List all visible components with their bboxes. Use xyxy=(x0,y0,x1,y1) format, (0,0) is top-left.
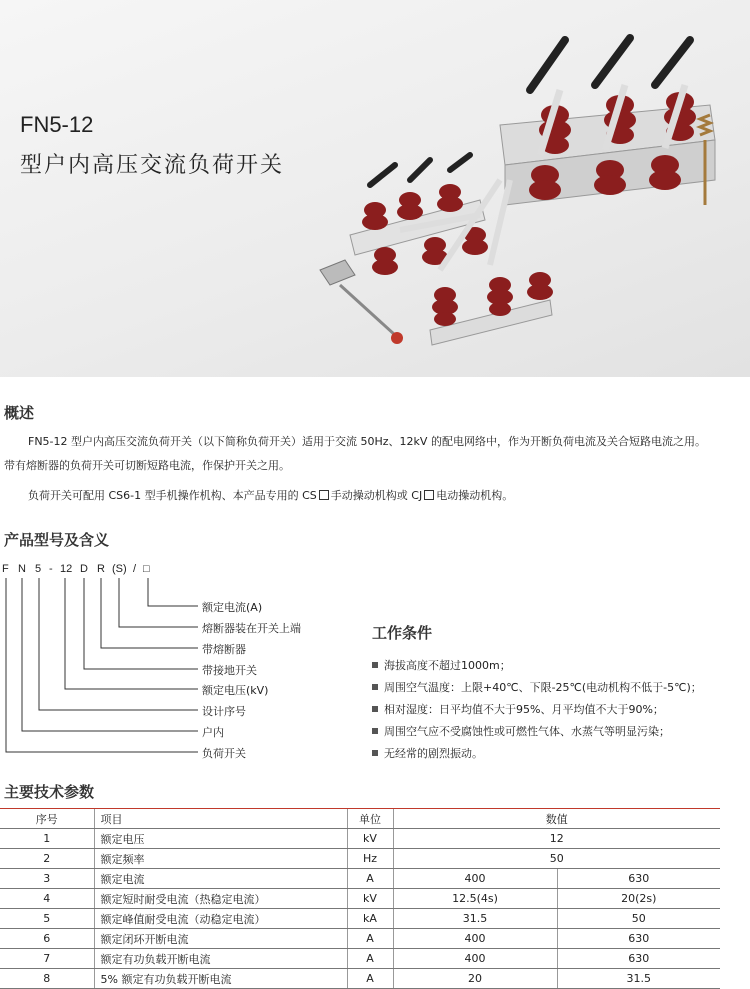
table-row xyxy=(0,949,720,969)
cell: 400 xyxy=(393,869,557,889)
condition-item: 海拔高度不超过1000m； xyxy=(372,657,511,673)
code-char: 12 xyxy=(60,563,73,575)
cell: A xyxy=(347,969,393,989)
condition-item: 周围空气温度：上限+40℃、下限-25℃(电动机构不低于-5℃)； xyxy=(372,679,702,695)
overview-line-2: 带有熔断器的负荷开关可切断短路电流，作保护开关之用。 xyxy=(4,459,290,472)
code-char: / xyxy=(133,563,137,575)
cell: 20 xyxy=(393,969,557,989)
cell: kA xyxy=(347,909,393,929)
condition-item: 无经常的剧烈振动。 xyxy=(372,745,483,761)
product-name: 型户内高压交流负荷开关 xyxy=(20,153,285,178)
model-meaning-title: 产品型号及含义 xyxy=(4,531,110,549)
params-title: 主要技术参数 xyxy=(4,783,95,801)
params-table xyxy=(0,808,720,989)
condition-item: 相对湿度：日平均值不大于95%、月平均值不大于90%； xyxy=(372,701,664,717)
overview-line-3a: 负荷开关可配用 CS6-1 型手机操作机构、本产品专用的 CS xyxy=(28,489,317,502)
cell: 400 xyxy=(393,949,557,969)
cell: 5% 额定有功负载开断电流 xyxy=(94,969,347,989)
header-unit: 单位 xyxy=(347,809,393,829)
code-char: 5 xyxy=(35,563,42,575)
legend-item: 带熔断器 xyxy=(202,643,246,656)
blank-box-icon xyxy=(424,490,434,500)
cell: kV xyxy=(347,889,393,909)
cell: 50 xyxy=(557,909,720,929)
cell: 4 xyxy=(0,889,94,909)
conditions-title: 工作条件 xyxy=(372,624,433,642)
cell: 630 xyxy=(557,869,720,889)
table-row xyxy=(0,909,720,929)
cell: 31.5 xyxy=(393,909,557,929)
cell: kV xyxy=(347,829,393,849)
product-photo xyxy=(300,30,740,360)
cell: 7 xyxy=(0,949,94,969)
cell: 额定峰值耐受电流（动稳定电流） xyxy=(94,909,347,929)
cell: 31.5 xyxy=(557,969,720,989)
table-row xyxy=(0,849,720,869)
table-row xyxy=(0,889,720,909)
cell: 额定闭环开断电流 xyxy=(94,929,347,949)
cell: 额定电流 xyxy=(94,869,347,889)
code-char: □ xyxy=(143,563,150,575)
cell: A xyxy=(347,869,393,889)
legend-item: 熔断器装在开关上端 xyxy=(202,622,301,635)
overview-line-1: FN5-12 型户内高压交流负荷开关（以下简称负荷开关）适用于交流 50Hz、12kV 的配电网络中，作为开断负荷电流及关合短路电流之用。 xyxy=(28,435,706,448)
model-code-tree xyxy=(0,570,205,760)
product-model: FN5-12 xyxy=(20,112,94,137)
overview-line-3b: 手动操动机构或 CJ xyxy=(330,489,423,502)
cell: 50 xyxy=(393,849,720,869)
code-char: D xyxy=(80,563,88,575)
table-row xyxy=(0,929,720,949)
blank-box-icon xyxy=(319,490,329,500)
overview-title: 概述 xyxy=(4,404,35,422)
header-index: 序号 xyxy=(0,809,94,829)
legend-item: 带接地开关 xyxy=(202,664,257,677)
code-char: - xyxy=(49,563,53,575)
condition-item: 周围空气应不受腐蚀性或可燃性气体、水蒸气等明显污染； xyxy=(372,723,670,739)
cell: 12 xyxy=(393,829,720,849)
cell: 1 xyxy=(0,829,94,849)
cell: 630 xyxy=(557,929,720,949)
cell: A xyxy=(347,929,393,949)
legend-item: 户内 xyxy=(202,726,224,739)
cell: Hz xyxy=(347,849,393,869)
legend-item: 额定电压(kV) xyxy=(202,684,269,697)
header-item: 项目 xyxy=(94,809,347,829)
overview-line-3 xyxy=(28,487,513,503)
cell: 2 xyxy=(0,849,94,869)
code-char: (S) xyxy=(112,563,127,575)
cell: 630 xyxy=(557,949,720,969)
table-row xyxy=(0,869,720,889)
table-row xyxy=(0,969,720,989)
code-char: N xyxy=(18,563,26,575)
legend-item: 设计序号 xyxy=(202,705,246,718)
cell: 额定频率 xyxy=(94,849,347,869)
legend-item: 负荷开关 xyxy=(202,747,246,760)
legend-item: 额定电流(A) xyxy=(202,601,263,614)
cell: 20(2s) xyxy=(557,889,720,909)
cell: 12.5(4s) xyxy=(393,889,557,909)
cell: 额定电压 xyxy=(94,829,347,849)
table-row xyxy=(0,829,720,849)
hero-banner xyxy=(0,0,750,377)
cell: A xyxy=(347,949,393,969)
cell: 6 xyxy=(0,929,94,949)
cell: 5 xyxy=(0,909,94,929)
cell: 400 xyxy=(393,929,557,949)
table-header-row xyxy=(0,809,720,829)
overview-line-3c: 电动操动机构。 xyxy=(436,489,514,502)
header-value: 数值 xyxy=(393,809,720,829)
code-char: F xyxy=(2,563,9,575)
code-char: R xyxy=(97,563,105,575)
cell: 3 xyxy=(0,869,94,889)
cell: 额定有功负载开断电流 xyxy=(94,949,347,969)
cell: 额定短时耐受电流（热稳定电流） xyxy=(94,889,347,909)
cell: 8 xyxy=(0,969,94,989)
